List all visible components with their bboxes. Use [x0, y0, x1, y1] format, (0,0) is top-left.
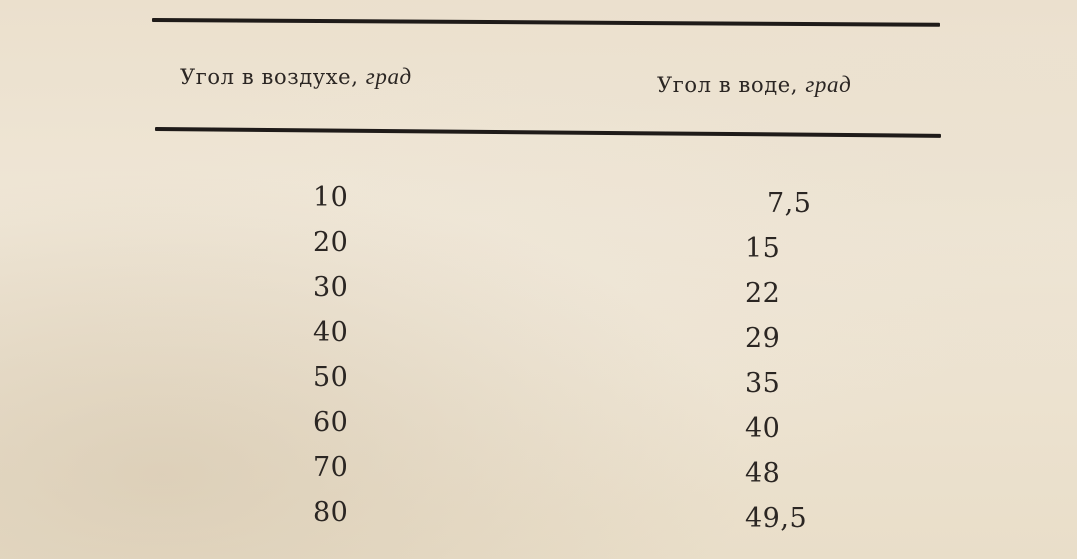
header-water-angle: [657, 72, 851, 98]
cell-air-angle: 50: [313, 362, 349, 393]
cell-air-angle: 30: [313, 272, 349, 303]
cell-water-angle: 48: [745, 458, 781, 489]
header-water-angle-label: Угол в воде,: [657, 73, 806, 97]
cell-water-angle: 40: [745, 413, 781, 444]
table-top-rule: [152, 18, 940, 27]
header-air-angle-unit: град: [365, 64, 412, 89]
cell-air-angle: 60: [313, 407, 349, 438]
header-air-angle: [180, 64, 412, 90]
cell-air-angle: 10: [313, 182, 349, 213]
header-air-angle-label: Угол в воздухе,: [180, 65, 366, 89]
column-air-angles: [313, 175, 348, 535]
cell-water-angle: 35: [745, 368, 781, 399]
cell-air-angle: 40: [313, 317, 349, 348]
cell-water-angle: 15: [745, 233, 781, 264]
cell-water-angle: 49,5: [745, 503, 808, 534]
cell-air-angle: 20: [313, 227, 349, 258]
cell-water-angle: 22: [745, 278, 781, 309]
cell-air-angle: 70: [313, 452, 349, 483]
header-water-angle-unit: град: [805, 72, 852, 97]
table-header-rule: [155, 127, 941, 138]
cell-air-angle: 80: [313, 497, 349, 528]
cell-water-angle: 7,5: [767, 188, 812, 219]
column-water-angles: [745, 181, 811, 541]
cell-water-angle: 29: [745, 323, 781, 354]
